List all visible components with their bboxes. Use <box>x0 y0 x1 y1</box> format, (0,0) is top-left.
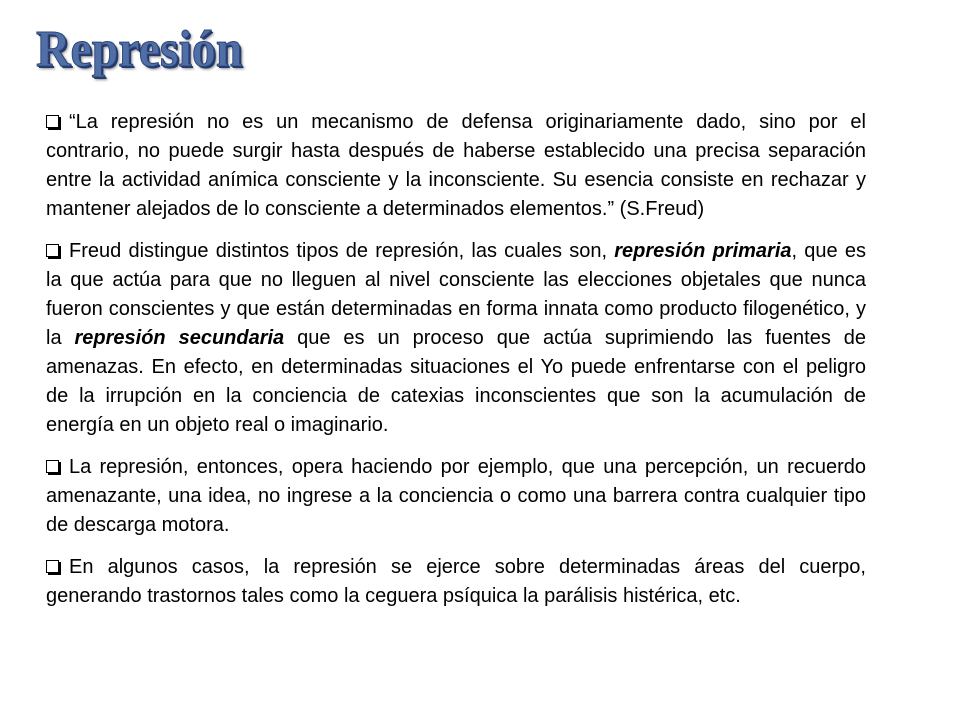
hollow-square-bullet-icon <box>46 244 59 257</box>
term-secondary-repression: represión secundaria <box>74 327 285 349</box>
paragraph-text: Freud distingue distintos tipos de represión, las cuales son, <box>69 240 615 262</box>
paragraph-text: La represión, entonces, opera haciendo por ejemplo, que una percepción, un recuerdo amenazante, una idea, no ingrese a la conciencia o como una barrera contra cualquier tipo de descarga motora. <box>46 456 866 536</box>
page-title: Represión <box>36 21 243 78</box>
paragraph-text: , que es la que actúa para que no lleguen al nivel consciente las elecciones objetales que nunca fueron conscientes y que están determinadas en forma innata como producto filogenético, y la <box>46 240 867 349</box>
paragraph-text: que es un proceso que actúa suprimiendo las fuentes de amenazas. En efecto, en determinadas situaciones el Yo puede enfrentarse con el peligro de la irrupción en la conciencia de catexias inconscientes que son la acumulación de energía en un objeto real o imaginario. <box>46 327 867 436</box>
term-primary-repression: represión primaria <box>614 240 792 262</box>
hollow-square-bullet-icon <box>46 115 59 128</box>
hollow-square-bullet-icon <box>46 560 59 573</box>
body-content <box>46 108 866 624</box>
paragraph-body-disorders <box>46 553 866 611</box>
paragraph-text: “La represión no es un mecanismo de defensa originariamente dado, sino por el contrario, no puede surgir hasta después de haberse establecido una precisa separación entre la actividad anímica consciente y la inconsciente. Su esencia consiste en rechazar y mantener alejados de lo consciente a determinados elementos.” (S.Freud) <box>46 111 866 220</box>
paragraph-how-repression-operates <box>46 453 866 540</box>
hollow-square-bullet-icon <box>46 460 59 473</box>
paragraph-freud-quote <box>46 108 866 224</box>
paragraph-types-of-repression <box>46 237 866 440</box>
paragraph-text: En algunos casos, la represión se ejerce sobre determinadas áreas del cuerpo, generando trastornos tales como la ceguera psíquica la parálisis histérica, etc. <box>46 556 866 607</box>
